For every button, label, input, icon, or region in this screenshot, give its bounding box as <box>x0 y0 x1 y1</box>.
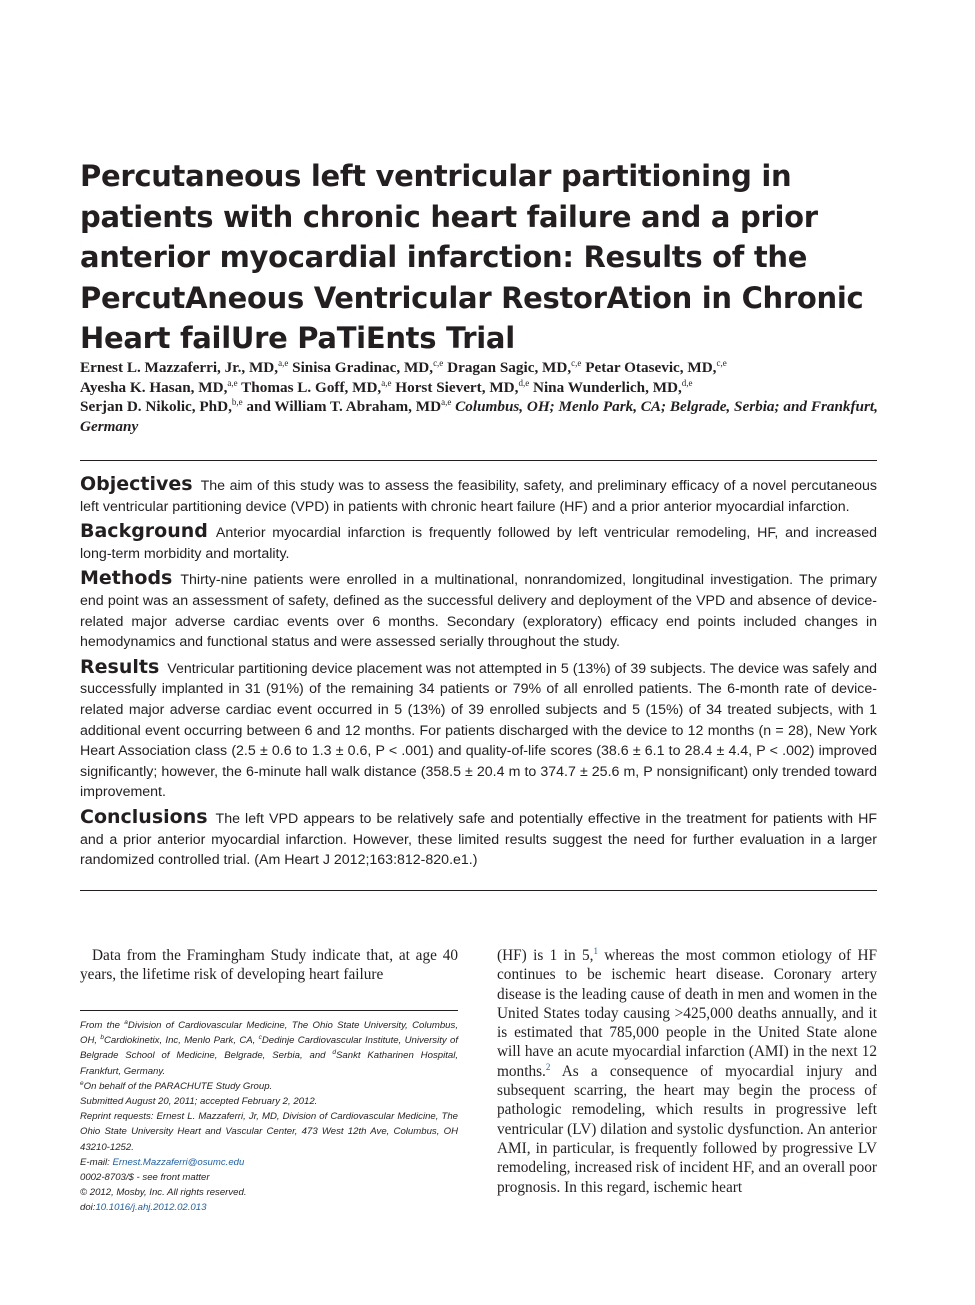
doi-link[interactable]: 10.1016/j.ahj.2012.02.013 <box>95 1202 207 1214</box>
footnote-reprint: Reprint requests: Ernest L. Mazzaferri, Jr, MD, Division of Cardiovascular Medicine, The Ohio State University Heart and Vascular Center, 473 West 12th Ave, Columbus, OH 43210-1252. <box>80 1111 458 1153</box>
methods-text: Thirty-nine patients were enrolled in a multinational, nonrandomized, longitudinal investigation. The primary end point was an assessment of safety, defined as the successful delivery and deployment of the VPD and absence of device-related major adverse cardiac events over 6 months. Secondary (exploratory) efficacy end points included changes in hemodynamics and functional status and were assessed serially throughout the study. <box>80 572 877 651</box>
reference-link[interactable]: 1 <box>593 946 598 956</box>
body-paragraph: Data from the Framingham Study indicate that, at age 40 years, the lifetime risk of developing heart failure <box>80 947 458 984</box>
author-affiliation: d,e <box>681 377 693 388</box>
body-column-right <box>497 946 877 1197</box>
author-affiliation: a,e <box>441 397 452 407</box>
footnote-doi <box>80 1200 458 1215</box>
affiliation-marker: d <box>332 1049 336 1057</box>
author-name: and William T. Abraham, MD <box>246 398 442 415</box>
body-column-left <box>80 946 458 985</box>
author-name: Ayesha K. Hasan, MD, <box>80 378 228 396</box>
email-label: E-mail: <box>80 1156 113 1168</box>
body-text: whereas the most common etiology of HF continues to be ischemic heart disease. Coronary artery disease is the leading cause of death in men and women in the United States today causing >425,000 deaths annually, and it is estimated that 785,000 people in the United State alone will have an acute myocardial infarction (AMI) in the next 12 months. <box>497 947 878 1080</box>
author-affiliation: a,e <box>227 377 238 388</box>
email-link[interactable]: Ernest.Mazzaferri@osumc.edu <box>112 1156 245 1168</box>
author-affiliation: c,e <box>716 358 727 368</box>
author-affiliation: a,e <box>278 358 289 368</box>
affiliation-marker: a <box>124 1019 128 1026</box>
affiliation-marker: b <box>100 1034 104 1042</box>
footnote-email <box>80 1155 458 1170</box>
footnote-copyright: © 2012, Mosby, Inc. All rights reserved. <box>80 1187 247 1199</box>
body-text: (HF) is 1 in 5, <box>497 947 594 964</box>
author-affiliation: b,e <box>231 397 243 407</box>
abstract <box>80 474 877 875</box>
author-affiliation: a,e <box>381 377 392 388</box>
affiliation-marker: e <box>80 1079 84 1087</box>
affiliation-text: From the <box>80 1020 125 1031</box>
author-affiliation: c,e <box>433 358 444 368</box>
abstract-objectives <box>80 474 877 517</box>
background-heading: Background <box>80 520 208 543</box>
author-name: Thomas L. Goff, MD, <box>241 378 382 396</box>
author-name: Ernest L. Mazzaferri, Jr., MD, <box>80 359 279 376</box>
abstract-background <box>80 521 877 564</box>
footnote-submitted: Submitted August 20, 2011; accepted February 2, 2012. <box>80 1096 318 1108</box>
affiliation-text: Division of Cardiovascular Medicine, The Ohio State University, Columbus, OH, <box>80 1020 458 1047</box>
author-name: Petar Otasevic, MD, <box>585 359 717 376</box>
methods-heading: Methods <box>80 567 173 590</box>
objectives-heading: Objectives <box>80 473 193 495</box>
study-group-text: On behalf of the PARACHUTE Study Group. <box>83 1080 273 1092</box>
body-paragraph <box>497 946 877 1197</box>
author-locations: Columbus, OH; Menlo Park, CA; Belgrade, Serbia; and Frankfurt, Germany <box>80 398 878 435</box>
article-title: Percutaneous left ventricular partitioning in patients with chronic heart failure and a prior anterior myocardial infarction: Results of the PercutAneous Ventricular RestorAtion in Chronic Heart failUre PaTiEnts Trial <box>80 159 864 355</box>
footnotes <box>80 1018 458 1216</box>
results-text: Ventricular partitioning device placement was not attempted in 5 (13%) of 39 subjects. The device was safely and successfully implanted in 31 (91%) of the remaining 34 patients or 79% of all enrolled patients. The 6-month rate of device-related major adverse cardiac event occurred in 5 (13%) of 39 enrolled subjects and 5 (15%) of 34 treated subjects, with 1 additional event occurring between 6 and 12 months. For patients discharged with the device to 12 months (n = 28), New York Heart Association class (2.5 ± 0.6 to 1.3 ± 0.6, P < .001) and quality-of-life scores (38.6 ± 6.1 to 28.4 ± 4.4, P < .002) improved significantly; however, the 6-minute hall walk distance (358.5 ± 20.4 m to 374.7 ± 25.6 m, P nonsignificant) only trended toward improvement. <box>80 660 877 801</box>
abstract-top-rule <box>80 460 877 461</box>
affiliation-text: Dedinje Cardiovascular Institute, University of Belgrade School of Medicine, Belgrade, Serbia, and <box>80 1035 458 1062</box>
affiliation-text: Cardiokinetix, Inc, Menlo Park, CA, <box>104 1035 259 1047</box>
abstract-conclusions <box>80 807 877 871</box>
abstract-bottom-rule <box>80 890 877 891</box>
author-name: Horst Sievert, MD, <box>395 378 519 396</box>
footnote-issn: 0002-8703/$ - see front matter <box>80 1172 210 1184</box>
footnote-rule <box>80 1010 458 1011</box>
affiliation-text: Sankt Katharinen Hospital, Frankfurt, Germany. <box>80 1050 459 1077</box>
author-name: Dragan Sagic, MD, <box>447 359 572 376</box>
results-heading: Results <box>80 655 160 678</box>
abstract-methods <box>80 568 877 652</box>
author-affiliation: c,e <box>571 358 582 368</box>
author-affiliation: d,e <box>518 377 530 388</box>
footnote-study-group <box>80 1079 458 1094</box>
doi-label: doi: <box>80 1202 96 1214</box>
objectives-text: The aim of this study was to assess the feasibility, safety, and preliminary efficacy of a novel percutaneous left ventricular partitioning device (VPD) in patients with chronic heart failure (HF) and a prior anterior myocardial infarction. <box>80 478 877 515</box>
author-name: Serjan D. Nikolic, PhD, <box>80 398 232 415</box>
abstract-results <box>80 657 877 803</box>
author-name: Sinisa Gradinac, MD, <box>292 359 434 376</box>
footnote-affiliations <box>80 1018 458 1079</box>
author-list <box>80 358 880 436</box>
author-name: Nina Wunderlich, MD, <box>532 378 682 396</box>
conclusions-heading: Conclusions <box>80 805 208 828</box>
body-text: As a consequence of myocardial injury and subsequent scarring, the heart may begin the process of pathologic remodeling, which results in progressive left ventricular (LV) dilation and systolic dysfunction. An anterior AMI, in particular, is frequently followed by progressive LV remodeling, increased risk of incident HF, and an overall poor prognosis. In this regard, ischemic heart <box>497 1062 877 1196</box>
affiliation-marker: c <box>258 1034 262 1042</box>
background-text: Anterior myocardial infarction is frequently followed by left ventricular remodeling, HF, and increased long-term morbidity and mortality. <box>80 525 877 562</box>
conclusions-text: The left VPD appears to be relatively safe and potentially effective in the treatment for patients with HF and a prior anterior myocardial infarction. However, these limited results suggest the need for further evaluation in a larger randomized controlled trial. (Am Heart J 2012;163:812-820.e1.) <box>80 810 877 869</box>
reference-link[interactable]: 2 <box>545 1061 551 1072</box>
